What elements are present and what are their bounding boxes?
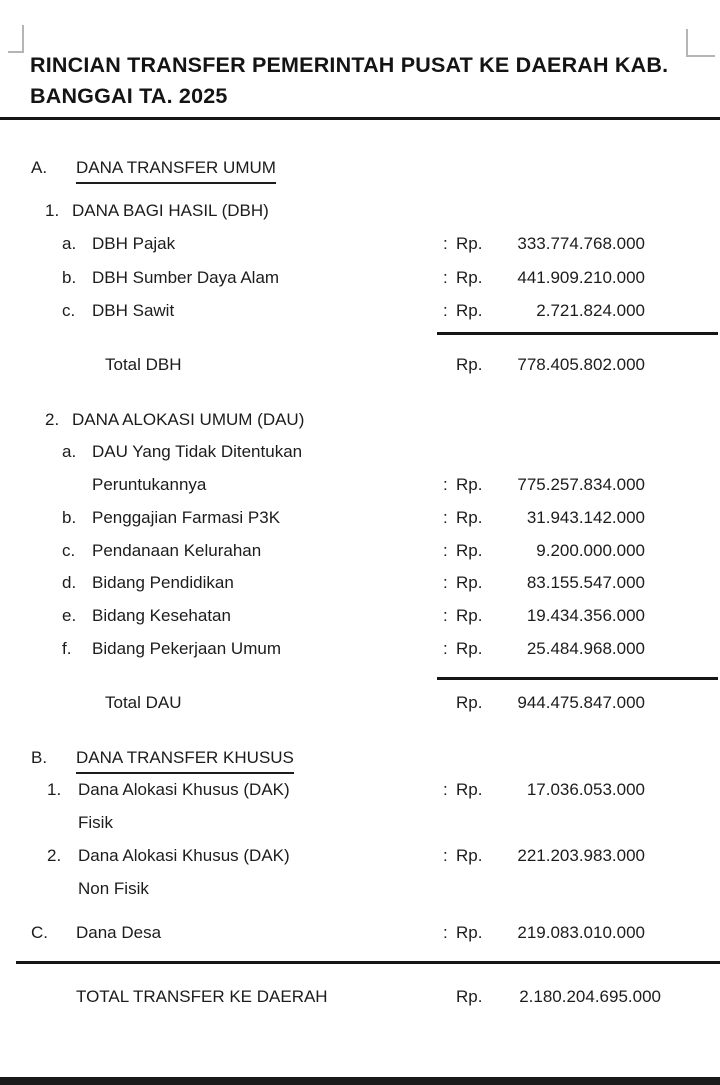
line-item-row [0,843,720,869]
item-marker: a. [62,442,77,461]
item-marker: a. [62,234,77,253]
item-marker: 1. [47,780,62,799]
document-title-line2: BANGGAI TA. 2025 [30,84,228,108]
section-c-row [0,920,720,946]
grand-total-row [0,984,720,1010]
currency-label: Rp. [456,573,483,592]
item-label: Non Fisik [78,879,149,898]
currency-label: Rp. [456,508,483,527]
item-label: Dana Desa [76,923,162,942]
amount-value: 219.083.010.000 [517,923,645,942]
line-item-row [0,603,720,629]
amount-value: 775.257.834.000 [517,475,645,494]
amount-value: 221.203.983.000 [517,846,645,865]
subsection-dau-heading [0,407,720,433]
line-item-continuation-row [0,876,720,902]
line-item-row [0,777,720,803]
line-item-row [0,636,720,662]
currency-label: Rp. [456,987,483,1006]
amount-colon: : [443,268,448,287]
currency-label: Rp. [456,923,483,942]
section-b-heading [0,745,720,771]
item-label: DBH Sumber Daya Alam [92,268,280,287]
divider-grand-total [16,961,720,964]
item-marker: c. [62,301,76,320]
corner-mark-top-left-icon [8,25,24,53]
line-item-row [0,505,720,531]
document-title-line1: RINCIAN TRANSFER PEMERINTAH PUSAT KE DAERAH KAB. [30,53,669,77]
item-label: Penggajian Farmasi P3K [92,508,281,527]
currency-label: Rp. [456,301,483,320]
grand-total-label: TOTAL TRANSFER KE DAERAH [76,987,328,1006]
item-label: DAU Yang Tidak Ditentukan [92,442,303,461]
item-label: Fisik [78,813,113,832]
currency-label: Rp. [456,780,483,799]
amount-value: 83.155.547.000 [526,573,645,592]
item-marker: f. [62,639,72,658]
total-label: Total DBH [105,355,182,374]
currency-label: Rp. [456,355,483,374]
amount-colon: : [443,606,448,625]
divider-total-dbh [437,332,718,335]
amount-colon: : [443,923,448,942]
item-marker: b. [62,508,77,527]
currency-label: Rp. [456,693,483,712]
subsection-dbh-heading [0,198,720,224]
amount-value: 333.774.768.000 [517,234,645,253]
item-marker: e. [62,606,77,625]
subsection-marker: 1. [45,201,60,220]
line-item-row [0,265,720,291]
amount-value: 31.943.142.000 [526,508,645,527]
item-marker: b. [62,268,77,287]
total-dau-row [0,690,720,716]
item-label: Dana Alokasi Khusus (DAK) [78,846,290,865]
item-label: Bidang Kesehatan [92,606,231,625]
amount-colon: : [443,846,448,865]
section-marker: A. [31,158,48,177]
subsection-label: DANA ALOKASI UMUM (DAU) [72,410,305,429]
amount-value: 9.200.000.000 [536,541,645,560]
currency-label: Rp. [456,475,483,494]
amount-colon: : [443,573,448,592]
item-marker: 2. [47,846,62,865]
section-a-heading [0,155,720,181]
divider-total-dau [437,677,718,680]
divider-under-title [0,117,720,120]
amount-colon: : [443,541,448,560]
line-item-row [0,439,720,465]
currency-label: Rp. [456,639,483,658]
section-label: DANA TRANSFER UMUM [76,155,276,184]
section-marker: C. [31,923,48,942]
item-marker: c. [62,541,76,560]
currency-label: Rp. [456,606,483,625]
item-label: DBH Pajak [92,234,176,253]
line-item-continuation-row [0,472,720,498]
amount-colon: : [443,508,448,527]
line-item-row [0,231,720,257]
item-label: Pendanaan Kelurahan [92,541,262,560]
item-label: DBH Sawit [92,301,175,320]
currency-label: Rp. [456,268,483,287]
line-item-row [0,298,720,324]
line-item-row [0,570,720,596]
amount-value: 944.475.847.000 [517,693,645,712]
amount-value: 25.484.968.000 [526,639,645,658]
amount-value: 778.405.802.000 [517,355,645,374]
amount-colon: : [443,780,448,799]
amount-colon: : [443,475,448,494]
line-item-row [0,538,720,564]
currency-label: Rp. [456,846,483,865]
amount-value: 441.909.210.000 [517,268,645,287]
amount-colon: : [443,234,448,253]
document-title [30,50,700,112]
currency-label: Rp. [456,541,483,560]
bottom-edge-bar [0,1077,720,1085]
section-label: DANA TRANSFER KHUSUS [76,745,294,774]
amount-colon: : [443,639,448,658]
item-label: Peruntukannya [92,475,207,494]
amount-value: 2.180.204.695.000 [519,987,661,1006]
currency-label: Rp. [456,234,483,253]
amount-colon: : [443,301,448,320]
item-marker: d. [62,573,77,592]
subsection-label: DANA BAGI HASIL (DBH) [72,201,269,220]
subsection-marker: 2. [45,410,60,429]
amount-value: 17.036.053.000 [526,780,645,799]
total-dbh-row [0,352,720,378]
amount-value: 2.721.824.000 [536,301,645,320]
amount-value: 19.434.356.000 [526,606,645,625]
total-label: Total DAU [105,693,182,712]
item-label: Bidang Pendidikan [92,573,234,592]
section-marker: B. [31,748,48,767]
item-label: Dana Alokasi Khusus (DAK) [78,780,290,799]
line-item-continuation-row [0,810,720,836]
item-label: Bidang Pekerjaan Umum [92,639,281,658]
